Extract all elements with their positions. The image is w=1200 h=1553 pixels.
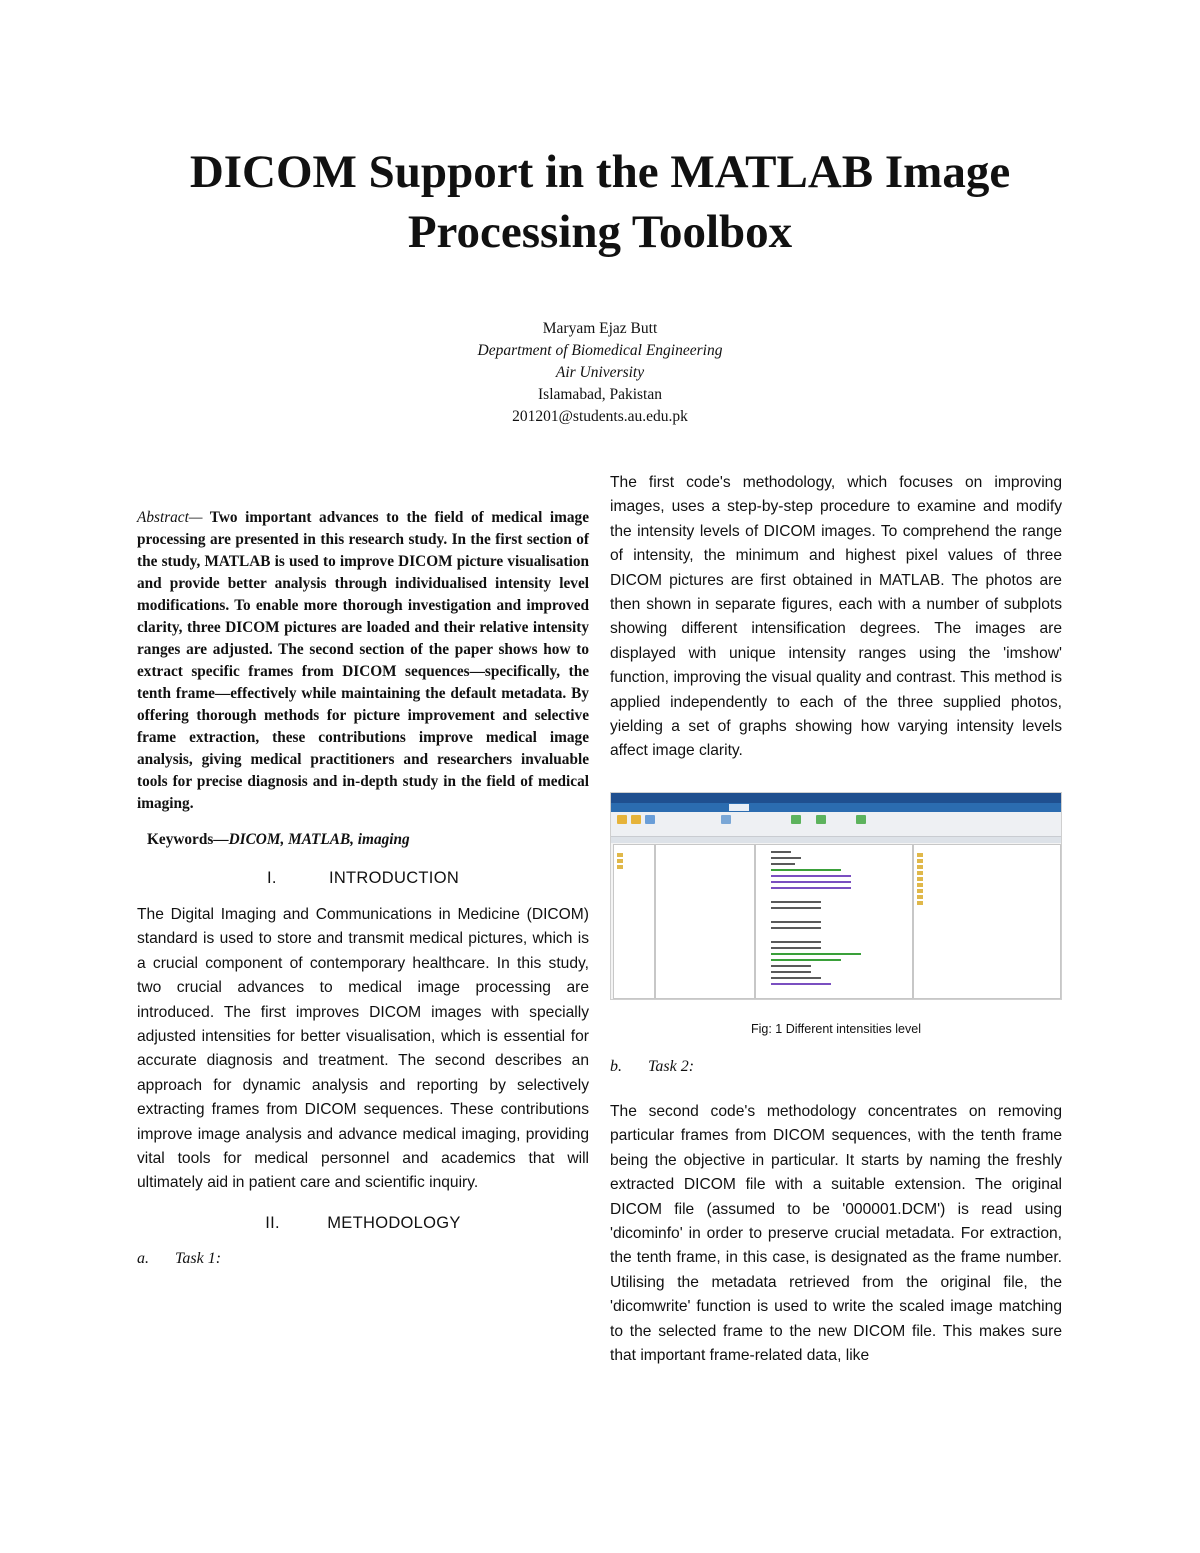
matlab-address-bar — [611, 837, 1061, 843]
variable-icon — [917, 901, 923, 905]
run-icon — [791, 815, 801, 824]
variable-icon — [917, 895, 923, 899]
keywords-values: DICOM, MATLAB, imaging — [228, 831, 410, 848]
matlab-active-tab — [729, 804, 749, 811]
open-icon — [631, 815, 641, 824]
task-2-text: The second code's methodology concentrates on removing particular frames from DICOM sequences, with the tenth frame being the objective in particular. It starts by naming the freshly extracted DICOM file with a suitable extension. The original DICOM file (assumed to be '000001.DCM') is read using 'dicominfo' in order to preserve crucial metadata. For extraction, the tenth frame, in this case, is designated as the frame number. Utilising the metadata retrieved from the original file, the 'dicomwrite' function is used to write the scaled image matching to the selected frame to the new DICOM file. This makes sure that important frame-related data, like — [610, 1102, 1062, 1364]
save-icon — [645, 815, 655, 824]
subheading-letter: b. — [610, 1057, 622, 1075]
workspace-pane — [913, 844, 1061, 999]
subheading-task-2 — [610, 1056, 1062, 1078]
find-icon — [721, 815, 731, 824]
matlab-ribbon — [611, 812, 1061, 837]
right-column — [610, 471, 1062, 1368]
code-line — [771, 927, 821, 929]
folder-icon — [617, 859, 623, 863]
section-number: II. — [265, 1213, 280, 1232]
code-line — [771, 947, 821, 949]
code-line — [771, 971, 811, 973]
author-block — [300, 318, 900, 428]
section-title: INTRODUCTION — [328, 869, 460, 887]
code-line — [771, 857, 801, 859]
matlab-title-bar — [611, 793, 1061, 803]
variable-icon — [917, 889, 923, 893]
section-title: METHODOLOGY — [327, 1213, 461, 1232]
variable-icon — [917, 853, 923, 857]
code-comment — [771, 869, 841, 871]
code-line — [771, 875, 851, 877]
section-heading-introduction — [137, 867, 589, 889]
keywords — [147, 829, 589, 851]
subheading-letter: a. — [137, 1249, 149, 1267]
variable-icon — [917, 877, 923, 881]
title-line-1: DICOM Support in the MATLAB Image — [189, 146, 1011, 198]
code-line — [771, 863, 795, 865]
matlab-screenshot-figure — [610, 792, 1062, 1000]
run-section-icon — [816, 815, 826, 824]
code-line — [771, 887, 851, 889]
command-window-pane — [655, 844, 755, 999]
section-number: I. — [266, 869, 277, 887]
code-line — [771, 907, 821, 909]
author-department: Department of Biomedical Engineering — [477, 342, 723, 359]
task-1-text: The first code's methodology, which focuses on improving images, uses a step-by-step procedure to examine and modify the intensity levels of DICOM images. To comprehend the range of intensity, the minimum and highest pixel values of three DICOM pictures are first obtained in MATLAB. The photos are then shown in separate figures, each with a number of subplots showing different intensification degrees. The images are displayed with unique intensity ranges using the 'imshow' function, improving the visual quality and contrast. This method is applied independently to each of the three supplied photos, yielding a set of graphs showing how varying intensity levels affect image clarity. — [610, 474, 1062, 760]
title-line-2: Processing Toolbox — [407, 206, 793, 258]
figure-caption: Fig: 1 Different intensities level — [751, 1021, 921, 1036]
abstract — [137, 507, 589, 815]
variable-icon — [917, 859, 923, 863]
code-line — [771, 881, 851, 883]
left-column — [137, 507, 589, 1270]
abstract-label: Abstract— — [137, 509, 203, 526]
code-comment — [771, 959, 841, 961]
author-email: 201201@students.au.edu.pk — [512, 408, 688, 425]
code-line — [771, 965, 811, 967]
code-line — [771, 921, 821, 923]
new-icon — [617, 815, 627, 824]
variable-icon — [917, 871, 923, 875]
code-line — [771, 851, 791, 853]
subheading-title: Task 2: — [648, 1057, 695, 1075]
step-icon — [856, 815, 866, 824]
folder-icon — [617, 865, 623, 869]
code-comment — [771, 953, 861, 955]
variable-icon — [917, 883, 923, 887]
code-line — [771, 941, 821, 943]
matlab-tab-strip — [611, 803, 1061, 812]
introduction-text: The Digital Imaging and Communications in Medicine (DICOM) standard is used to store and transmit medical pictures, which is a crucial component of contemporary healthcare. In this study, two crucial advances to medical image processing are introduced. The first improves DICOM images with specially adjusted intensities for better visualisation, which is essential for accurate diagnosis and treatment. The second describes an approach for dynamic analysis and reporting by selectively extracting frames from DICOM sequences. These contributions improve image analysis and advance medical imaging, providing vital tools for medical personnel and academics that will ultimately aid in patient care and scientific inquiry. — [137, 906, 589, 1192]
author-name: Maryam Ejaz Butt — [542, 320, 658, 337]
code-line — [771, 983, 831, 985]
subheading-title: Task 1: — [175, 1249, 222, 1267]
subheading-task-1 — [137, 1248, 589, 1270]
folder-icon — [617, 853, 623, 857]
section-heading-methodology — [137, 1212, 589, 1234]
author-location: Islamabad, Pakistan — [538, 386, 662, 403]
code-line — [771, 977, 821, 979]
keywords-label: Keywords— — [147, 831, 229, 848]
author-university: Air University — [555, 364, 645, 381]
variable-icon — [917, 865, 923, 869]
code-line — [771, 901, 821, 903]
abstract-text: Two important advances to the field of medical image processing are presented in this research study. In the first section of the study, MATLAB is used to improve DICOM picture visualisation and provide better analysis through individualised intensity level modifications. To enable more thorough investigation and improved clarity, three DICOM pictures are loaded and their relative intensity ranges are adjusted. The second section of the paper shows how to extract specific frames from DICOM sequences—specifically, the tenth frame—effectively while maintaining the default metadata. By offering thorough methods for picture improvement and selective frame extraction, these contributions improve medical image analysis, giving medical practitioners and researchers invaluable tools for precise diagnosis and in-depth study in the field of medical imaging. — [137, 509, 589, 812]
paper-title — [100, 142, 1100, 262]
